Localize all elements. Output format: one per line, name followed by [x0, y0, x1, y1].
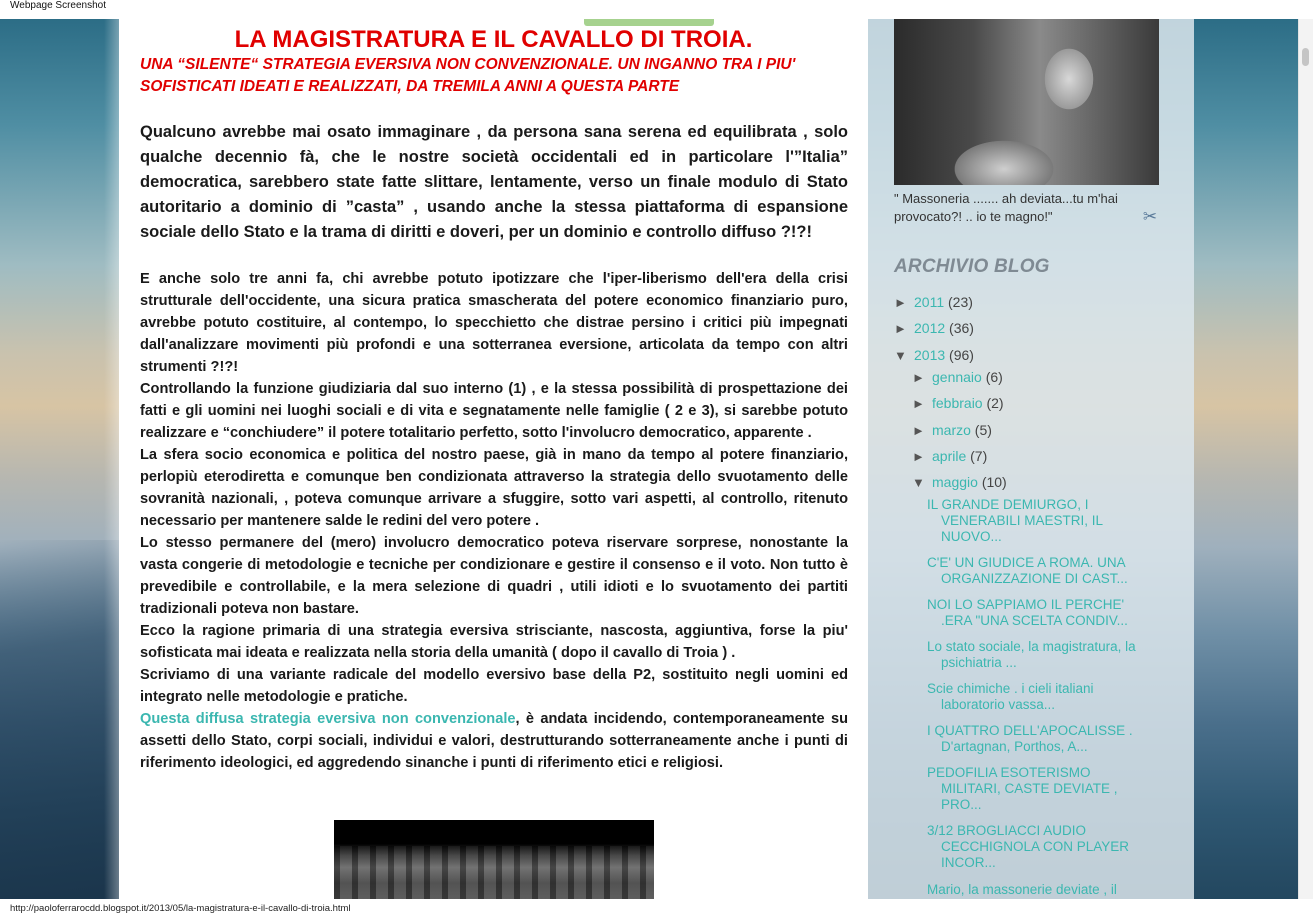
post-link-text-cont[interactable]: ORGANIZZAZIONE DI CAST... — [941, 571, 1128, 586]
post-link-text[interactable]: NOI LO SAPPIAMO IL PERCHE' — [927, 597, 1125, 612]
sidebar-photo — [894, 19, 1159, 185]
collapse-triangle-icon[interactable]: ▼ — [912, 475, 925, 490]
wrench-screwdriver-icon[interactable]: ✂ — [1142, 207, 1158, 226]
post-link-text[interactable]: Scie chimiche . i cieli italiani — [927, 681, 1094, 696]
archive-year-count: (96) — [949, 347, 974, 363]
status-url: http://paoloferrarocdd.blogspot.it/2013/05/la-magistratura-e-il-cavallo-di-troia.html — [10, 903, 351, 914]
archive-title: ARCHIVIO BLOG — [894, 256, 1050, 277]
archive-month-label[interactable]: gennaio — [932, 369, 982, 385]
expand-triangle-icon[interactable]: ► — [912, 449, 925, 464]
vertical-scrollbar[interactable] — [1298, 19, 1313, 899]
strategy-link[interactable]: Questa diffusa strategia eversiva non convenzionale — [140, 711, 516, 727]
archive-month-label[interactable]: aprile — [932, 448, 967, 464]
archive-year-count: (36) — [949, 320, 974, 336]
post-link-text-cont[interactable]: CECCHIGNOLA CON PLAYER INCOR... — [941, 839, 1130, 870]
archive-post-link[interactable] — [927, 597, 1142, 629]
expand-triangle-icon[interactable]: ► — [912, 396, 925, 411]
post-paragraph: Scriviamo di una variante radicale del modello eversivo base della P2, sostituito negli uomini ed integrato nelle metodologie e pratiche. — [140, 667, 848, 705]
post-link-text[interactable]: Mario, la massonerie deviate , il — [927, 882, 1117, 897]
archive-post-link[interactable] — [927, 681, 1142, 713]
expand-triangle-icon[interactable]: ► — [894, 295, 907, 310]
post-link-text[interactable]: Lo stato sociale, la magistratura, la — [927, 639, 1136, 654]
post-link-text[interactable]: 3/12 BROGLIACCI AUDIO — [927, 823, 1087, 838]
post-link-text-cont[interactable]: VENERABILI MAESTRI, IL NUOVO... — [941, 513, 1103, 544]
archive-month-aprile[interactable] — [912, 447, 987, 466]
archive-post-link[interactable] — [927, 823, 1142, 871]
post-paragraph-last — [140, 708, 848, 774]
window-title-bar — [0, 0, 1313, 19]
status-bar — [0, 899, 1313, 918]
archive-month-febbraio[interactable] — [912, 394, 1004, 413]
post-link-text-cont[interactable]: laboratorio vassa... — [941, 697, 1056, 712]
archive-month-marzo[interactable] — [912, 421, 992, 440]
archive-month-count: (6) — [985, 369, 1003, 385]
archive-year-2011[interactable] — [894, 293, 973, 312]
post-body — [140, 268, 848, 774]
archive-post-link[interactable] — [927, 639, 1142, 671]
archive-year-label[interactable]: 2011 — [914, 294, 945, 310]
post-subtitle: UNA “SILENTE“ STRATEGIA EVERSIVA NON CONVENZIONALE. UN INGANNO TRA I PIU' SOFISTICATI IDEATI E REALIZZATI, DA TREMILA ANNI A QUESTA PARTE — [140, 56, 796, 95]
archive-year-label[interactable]: 2012 — [914, 320, 946, 336]
post-paragraph: Controllando la funzione giudiziaria dal suo interno (1) , e la stessa possibilità di prospettazione dei fatti e gli uomini nei luoghi sociali e di vita e segnatamente nelle famiglie ( 2 e 3), si sarebbe potuto realizzare e “conchiudere” il potere totalitario perfetto, sotto l'involucro democratico, apparente . — [140, 381, 848, 441]
archive-post-link[interactable] — [927, 723, 1142, 755]
post-title: LA MAGISTRATURA E IL CAVALLO DI TROIA. — [234, 26, 753, 53]
archive-month-count: (7) — [970, 448, 988, 464]
archive-year-label[interactable]: 2013 — [914, 347, 946, 363]
scrollbar-thumb[interactable] — [1302, 48, 1309, 66]
post-link-text[interactable]: I QUATTRO DELL'APOCALISSE . — [927, 723, 1133, 738]
post-link-text[interactable]: PEDOFILIA ESOTERISMO — [927, 765, 1091, 780]
archive-month-count: (2) — [986, 395, 1004, 411]
post-link-text-cont[interactable]: D'artagnan, Porthos, A... — [941, 739, 1088, 754]
video-frame-curtain — [334, 846, 654, 899]
post-column-edge — [104, 19, 119, 899]
archive-year-2013[interactable] — [894, 346, 974, 365]
archive-month-label[interactable]: febbraio — [932, 395, 983, 411]
archive-post-link[interactable] — [927, 497, 1142, 545]
post-link-text[interactable]: IL GRANDE DEMIURGO, I — [927, 497, 1089, 512]
post-lead-paragraph: Qualcuno avrebbe mai osato immaginare , da persona sana serena ed equilibrata , solo qualche decennio fà, che le nostre società occidentali ed in particolare l'”Italia” democratica, sarebbero state fatte slittare, lentamente, verso un finale modulo di Stato autoritario a dominio di ”casta” , usando anche la stessa piattaforma di espansione sociale dello Stato e la trama di diritti e doveri, per un dominio e controllo diffuso ?!?! — [140, 123, 848, 241]
window-title: Webpage Screenshot — [10, 0, 106, 11]
archive-month-gennaio[interactable] — [912, 368, 1003, 387]
archive-month-label[interactable]: marzo — [932, 422, 971, 438]
archive-month-label[interactable]: maggio — [932, 474, 978, 490]
post-link-text[interactable]: C'E' UN GIUDICE A ROMA. UNA — [927, 555, 1126, 570]
post-paragraph: E anche solo tre anni fa, chi avrebbe potuto ipotizzare che l'iper-liberismo dell'era della crisi strutturale dell'occidente, una sicura pratica smascherata del potere economico finanziario puro, avrebbe potuto costituire, al contempo, lo specchietto che distrae persino i critici più impegnati dall'analizzare movimenti più profondi e una sotterranea eversione, articolata da tempo con altri strumenti ?!?! — [140, 271, 848, 375]
expand-triangle-icon[interactable]: ► — [912, 370, 925, 385]
archive-post-link[interactable] — [927, 555, 1142, 587]
archive-year-count: (23) — [948, 294, 973, 310]
post-link-text-cont[interactable]: MILITARI, CASTE DEVIATE , PRO... — [941, 781, 1118, 812]
post-paragraph: Ecco la ragione primaria di una strategia eversiva strisciante, nascosta, aggiuntiva, forse la piu' sofisticata mai ideata e realizzata nella storia della umanità ( dopo il cavallo di Troia ) . — [140, 623, 848, 661]
archive-month-maggio[interactable] — [912, 473, 1007, 492]
post-link-text-cont[interactable]: .ERA "UNA SCELTA CONDIV... — [941, 613, 1128, 628]
archive-month-count: (10) — [981, 474, 1007, 490]
background-mountain — [0, 540, 120, 900]
post-paragraph: La sfera socio economica e politica del nostro paese, già in mano da tempo al potere finanziario, perlopiù eterodiretta e comunque ben condizionata attraverso la strategia dello svuotamento delle sovranità nazionali, , poteva comunque arrivare a sfuggire, sotto vari aspetti, al controllo, ritenuto necessario per mantenere salde le redini del vero potere . — [140, 447, 848, 529]
archive-year-2012[interactable] — [894, 319, 974, 338]
post-paragraph-rest: , è andata incidendo, contemporaneamente su assetti dello Stato, corpi sociali, individui e valori, destrutturando sotterraneamente anche i punti di riferimento ideologici, ed aggredendo sinanche i punti di riferimento etici e religiosi. — [140, 711, 849, 771]
expand-triangle-icon[interactable]: ► — [912, 423, 925, 438]
sidebar-photo-caption: " Massoneria ....... ah deviata...tu m'hai provocato?! .. io te magno!" — [894, 191, 1118, 224]
collapse-triangle-icon[interactable]: ▼ — [894, 348, 907, 363]
archive-post-link[interactable] — [927, 765, 1142, 813]
archive-month-count: (5) — [974, 422, 992, 438]
archive-post-link[interactable] — [927, 882, 1142, 899]
expand-triangle-icon[interactable]: ► — [894, 321, 907, 336]
post-link-text-cont[interactable]: psichiatria ... — [941, 655, 1017, 670]
post-paragraph: Lo stesso permanere del (mero) involucro democratico poteva riservare sorprese, nonostante la vasta congerie di metodologie e tecniche per condizionare e gestire il consenso e il voto. Non tutto è prevedibile e controllabile, e la mera selezione di quadri , utili idioti e lo svuotamento dei partiti tradizionali poteva non bastare. — [140, 535, 848, 617]
